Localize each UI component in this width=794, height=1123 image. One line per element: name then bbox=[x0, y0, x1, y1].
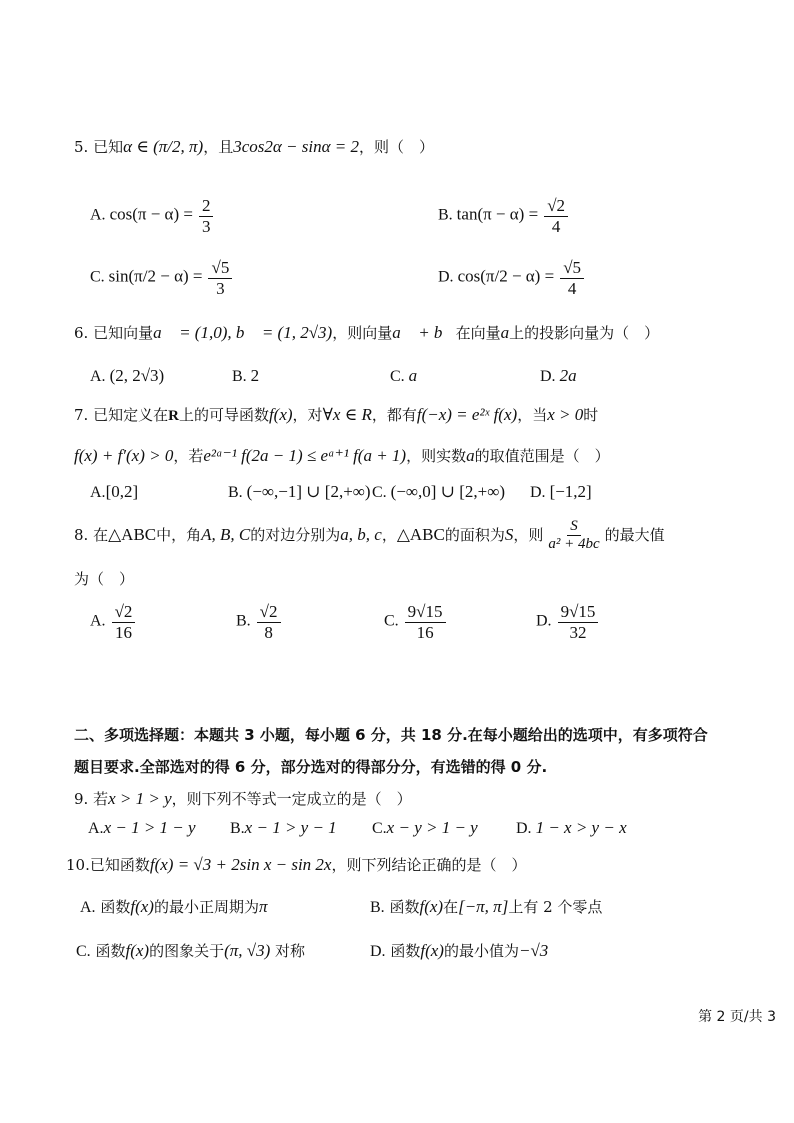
q7-real-set: R bbox=[168, 408, 179, 424]
option-value: (−∞,−1] ∪ [2,+∞) bbox=[246, 482, 371, 501]
question-8-stem-line2: 为（ ） bbox=[74, 570, 135, 588]
option-label: C. bbox=[76, 943, 91, 960]
option-text: 的最小值为 bbox=[443, 942, 519, 960]
question-10-stem bbox=[66, 854, 526, 875]
option-point: (π, √3) bbox=[224, 941, 271, 960]
option-value: x − 1 > y − 1 bbox=[244, 818, 337, 837]
q5-b-expr: tan(π − α) = bbox=[456, 204, 539, 224]
q10-suffix: ，则下列结论正确的是（ ） bbox=[331, 856, 527, 874]
option-text: 函数 bbox=[100, 898, 131, 916]
option-label: B. bbox=[230, 820, 245, 837]
q8-area: S bbox=[504, 524, 514, 544]
option-value: a⃗ bbox=[408, 366, 431, 385]
option-text: 对称 bbox=[275, 942, 306, 960]
q8-sides: a, b, c bbox=[340, 524, 382, 544]
section-2-heading-line2: 题目要求.全部选对的得 6 分，部分选对的得部分分，有选错的得 0 分. bbox=[74, 758, 548, 776]
q7-line2-suffix: 的取值范围是（ ） bbox=[474, 447, 610, 465]
option-label: D. bbox=[516, 820, 532, 837]
q8-mid2: 的对边分别为 bbox=[250, 525, 341, 544]
q6-prefix: 6. 已知向量 bbox=[74, 324, 154, 342]
option-label: A. bbox=[80, 899, 96, 916]
option-text: 的图象关于 bbox=[149, 942, 225, 960]
option-label: A. bbox=[90, 484, 106, 501]
q5-mid: ，且 bbox=[203, 138, 234, 156]
fraction-denominator: a² + 4bc bbox=[548, 536, 600, 553]
q5-prefix: 5. 已知 bbox=[74, 138, 124, 156]
q5-equation: 3cos2α − sinα = 2 bbox=[233, 137, 359, 156]
q8-mid3: ， bbox=[381, 525, 397, 544]
fraction-numerator: 9√15 bbox=[405, 602, 446, 623]
q7-mid: 上的可导函数 bbox=[178, 406, 269, 424]
option-text: 函数 bbox=[95, 942, 126, 960]
option-fraction bbox=[558, 602, 599, 642]
section-2-heading-line1: 二、多项选择题：本题共 3 小题，每小题 6 分，共 18 分.在每小题给出的选项中，有多项符合 bbox=[74, 726, 708, 744]
question-9-stem bbox=[74, 788, 412, 809]
option-label: D. bbox=[536, 612, 552, 630]
q6-option-a[interactable] bbox=[90, 366, 164, 386]
option-value: x − 1 > 1 − y bbox=[103, 818, 196, 837]
q8-option-c[interactable] bbox=[384, 602, 448, 642]
q10-option-c[interactable] bbox=[76, 940, 305, 961]
fraction-denominator: 3 bbox=[201, 216, 211, 236]
q5-c-expr: sin(π/2 − α) = bbox=[108, 266, 203, 286]
q6-vector-a: a bbox=[500, 323, 510, 342]
q6-suffix: 上的投影向量为（ ） bbox=[509, 324, 660, 342]
question-8-stem-line1 bbox=[74, 518, 665, 554]
fraction-denominator: 32 bbox=[569, 622, 587, 642]
option-label: C. bbox=[372, 820, 387, 837]
option-label: B. bbox=[228, 484, 243, 501]
q8-prefix: 8. 在 bbox=[74, 525, 109, 544]
q7-line2-mid2: ，则实数 bbox=[406, 447, 467, 465]
fraction-denominator: 4 bbox=[551, 216, 561, 236]
fraction-numerator: √2 bbox=[257, 602, 281, 623]
q7-mid3: ，都有 bbox=[371, 406, 417, 424]
q8-mid4: 的面积为 bbox=[444, 525, 505, 544]
q7-inequality: f(x) + f′(x) > 0 bbox=[74, 446, 174, 465]
option-fraction bbox=[405, 602, 446, 642]
q8-fraction bbox=[545, 518, 602, 554]
q8-triangle-2: △ABC bbox=[396, 524, 445, 544]
option-function: f(x) bbox=[125, 941, 150, 960]
q10-option-b[interactable] bbox=[370, 896, 602, 917]
option-value: 1 − x > y − x bbox=[535, 818, 627, 837]
fraction-denominator: 8 bbox=[264, 622, 273, 642]
q8-option-a[interactable] bbox=[90, 602, 137, 642]
fraction-numerator: √2 bbox=[112, 602, 136, 623]
question-5-stem bbox=[74, 136, 434, 157]
q5-d-fraction bbox=[560, 258, 584, 298]
option-value: 2 bbox=[250, 366, 260, 385]
q9-prefix: 9. 若 bbox=[74, 790, 109, 808]
option-label: A. bbox=[90, 206, 106, 224]
fraction-numerator: S bbox=[567, 518, 581, 536]
option-value: π bbox=[258, 897, 268, 916]
q5-option-d[interactable] bbox=[438, 258, 586, 298]
q5-a-fraction bbox=[199, 196, 214, 236]
q5-a-expr: cos(π − α) = bbox=[109, 204, 193, 224]
option-value: [0,2] bbox=[105, 482, 139, 501]
q8-suffix: 的最大值 bbox=[604, 525, 665, 544]
option-value: −√3 bbox=[518, 941, 549, 960]
option-value: 2a⃗ bbox=[559, 366, 590, 385]
q7-option-b[interactable] bbox=[228, 482, 371, 502]
q7-line2-mid: ，若 bbox=[173, 447, 204, 465]
fraction-numerator: 9√15 bbox=[558, 602, 599, 623]
option-label: B. bbox=[438, 206, 453, 224]
q5-option-c[interactable] bbox=[90, 258, 234, 298]
option-function: f(x) bbox=[419, 897, 444, 916]
option-label: B. bbox=[370, 899, 385, 916]
q5-suffix: ，则（ ） bbox=[359, 138, 435, 156]
q6-option-c[interactable] bbox=[390, 366, 430, 386]
q5-b-fraction bbox=[544, 196, 568, 236]
q6-mid: ，则向量 bbox=[332, 324, 393, 342]
q8-angles: A, B, C bbox=[201, 524, 251, 544]
q7-mid2: ，对 bbox=[292, 406, 323, 424]
q9-option-d[interactable] bbox=[516, 818, 627, 838]
option-label: C. bbox=[390, 368, 405, 385]
option-fraction bbox=[112, 602, 136, 642]
q10-option-a[interactable] bbox=[80, 896, 268, 917]
q7-function: f(x) bbox=[268, 405, 293, 424]
q6-vectors: a⃗ = (1,0), b⃗ = (1, 2√3) bbox=[153, 323, 333, 342]
q5-option-b[interactable] bbox=[438, 196, 570, 236]
option-fraction bbox=[257, 602, 281, 642]
q6-option-b[interactable] bbox=[232, 366, 259, 386]
q8-option-d[interactable] bbox=[536, 602, 600, 642]
q7-prefix: 7. 已知定义在 bbox=[74, 406, 169, 424]
fraction-numerator: √2 bbox=[544, 196, 568, 217]
fraction-denominator: 16 bbox=[416, 622, 434, 642]
option-value: [−1,2] bbox=[549, 482, 592, 501]
option-value: (−∞,0] ∪ [2,+∞) bbox=[390, 482, 505, 501]
option-function: f(x) bbox=[420, 941, 444, 960]
fraction-denominator: 4 bbox=[567, 278, 577, 298]
option-text: 的最小正周期为 bbox=[153, 898, 259, 916]
q8-triangle: △ABC bbox=[108, 524, 157, 544]
q8-mid: 中，角 bbox=[156, 525, 202, 544]
fraction-numerator: √5 bbox=[208, 258, 232, 279]
option-text: 函数 bbox=[390, 942, 421, 960]
option-value: (2, 2√3) bbox=[109, 366, 165, 385]
option-text: 函数 bbox=[389, 898, 420, 916]
option-label: B. bbox=[232, 368, 247, 385]
option-text: 上有 2 个零点 bbox=[508, 898, 603, 916]
q5-d-expr: cos(π/2 − α) = bbox=[457, 266, 555, 286]
option-function: f(x) bbox=[130, 897, 154, 916]
question-6-stem bbox=[74, 322, 659, 343]
option-label: D. bbox=[438, 268, 454, 286]
option-label: C. bbox=[372, 484, 387, 501]
q8-option-b[interactable] bbox=[236, 602, 283, 642]
option-label: D. bbox=[530, 484, 546, 501]
q7-condition: x > 0 bbox=[547, 405, 584, 424]
option-label: B. bbox=[236, 612, 251, 630]
q7-equation: f(−x) = e²ˣ f(x) bbox=[416, 405, 518, 424]
q7-option-a[interactable] bbox=[90, 482, 138, 502]
q7-line2-condition: e²ᵃ⁻¹ f(2a − 1) ≤ eᵃ⁺¹ f(a + 1) bbox=[203, 446, 407, 465]
q6-mid2: 在向量 bbox=[455, 324, 501, 342]
option-label: D. bbox=[370, 943, 386, 960]
option-label: A. bbox=[88, 820, 104, 837]
q7-option-c[interactable] bbox=[372, 482, 505, 502]
option-value: x − y > 1 − y bbox=[386, 818, 478, 837]
option-label: A. bbox=[90, 368, 106, 385]
option-label: C. bbox=[90, 268, 105, 286]
question-7-stem-line1 bbox=[74, 404, 598, 425]
q5-option-a[interactable] bbox=[90, 196, 215, 236]
q5-condition: α ∈ (π/2, π) bbox=[123, 137, 204, 156]
q7-variable-a: a bbox=[466, 446, 475, 465]
q7-mid4: ，当 bbox=[517, 406, 548, 424]
q6-sum: a⃗ + b⃗ bbox=[392, 323, 456, 342]
q5-c-fraction bbox=[208, 258, 232, 298]
q7-forall: ∀x ∈ R bbox=[322, 405, 372, 424]
q9-condition: x > 1 > y bbox=[108, 789, 172, 808]
q9-option-c[interactable] bbox=[372, 818, 478, 838]
q9-option-a[interactable] bbox=[88, 818, 196, 838]
fraction-numerator: √5 bbox=[560, 258, 584, 279]
q10-prefix: 10.已知函数 bbox=[66, 856, 150, 874]
q9-option-b[interactable] bbox=[230, 818, 337, 838]
q10-option-d[interactable] bbox=[370, 940, 548, 961]
fraction-denominator: 16 bbox=[114, 622, 132, 642]
q6-option-d[interactable] bbox=[540, 366, 590, 386]
fraction-numerator: 2 bbox=[199, 196, 214, 217]
page-number: 第 2 页/共 3 bbox=[698, 1009, 776, 1025]
option-label: C. bbox=[384, 612, 399, 630]
option-text: 在 bbox=[443, 898, 459, 916]
q7-option-d[interactable] bbox=[530, 482, 592, 502]
fraction-denominator: 3 bbox=[216, 278, 225, 298]
q10-function: f(x) = √3 + 2sin x − sin 2x bbox=[149, 855, 332, 874]
question-7-stem-line2 bbox=[74, 445, 610, 466]
option-label: A. bbox=[90, 612, 106, 630]
q9-suffix: ，则下列不等式一定成立的是（ ） bbox=[171, 790, 412, 808]
q7-suffix: 时 bbox=[583, 406, 599, 424]
option-label: D. bbox=[540, 368, 556, 385]
option-interval: [−π, π] bbox=[458, 897, 509, 916]
q8-mid5: ，则 bbox=[513, 525, 544, 544]
